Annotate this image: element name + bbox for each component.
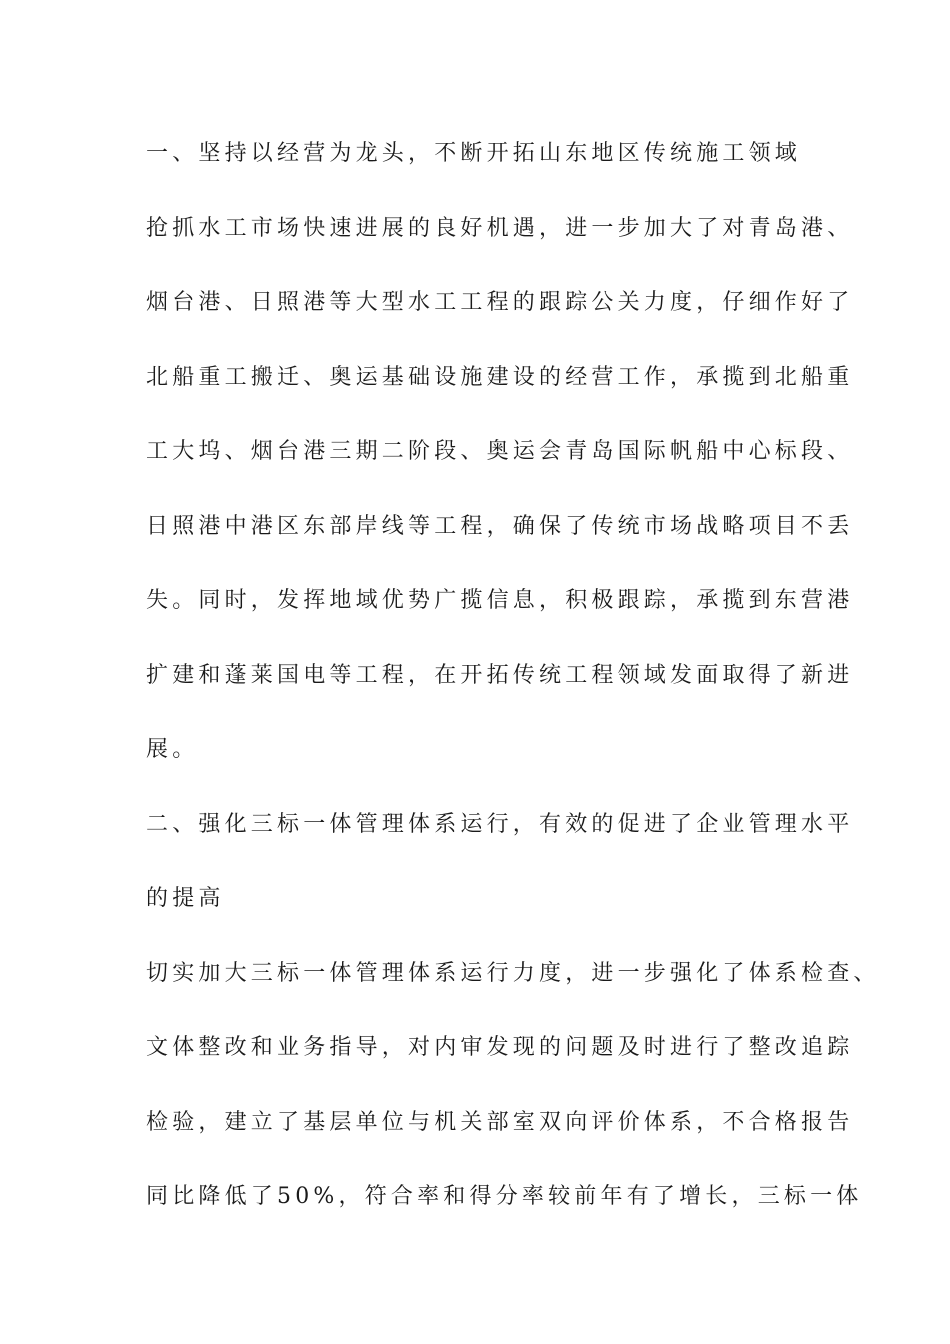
paragraph-line: 北船重工搬迁、奥运基础设施建设的经营工作，承揽到北船重 [146,364,854,390]
heading-section-2: 二、强化三标一体管理体系运行，有效的促进了企业管理水平 [146,811,854,837]
paragraph-line: 展。 [146,737,199,762]
paragraph-line: 检验，建立了基层单位与机关部室双向评价体系，不合格报告 [146,1109,854,1135]
heading-section-1: 一、坚持以经营为龙头，不断开拓山东地区传统施工领域 [146,141,802,166]
paragraph-line: 工大坞、烟台港三期二阶段、奥运会青岛国际帆船中心标段、 [146,439,854,464]
paragraph-line: 日照港中港区东部岸线等工程，确保了传统市场战略项目不丢 [146,513,854,539]
paragraph-line: 抢抓水工市场快速进展的良好机遇，进一步加大了对青岛港、 [146,215,854,241]
paragraph-line: 切实加大三标一体管理体系运行力度，进一步强化了体系检查、 [146,960,880,986]
document-body [146,134,880,1252]
paragraph-line: 烟台港、日照港等大型水工工程的跟踪公关力度，仔细作好了 [146,290,854,315]
paragraph-line: 扩建和蓬莱国电等工程，在开拓传统工程领域发面取得了新进 [146,662,854,688]
heading-section-2-continued: 的提高 [146,886,225,911]
paragraph-line: 文体整改和业务指导，对内审发现的问题及时进行了整改追踪 [146,1035,854,1060]
paragraph-line: 同比降低了50%，符合率和得分率较前年有了增长，三标一体 [146,1184,863,1209]
paragraph-line: 失。同时，发挥地域优势广揽信息，积极跟踪，承揽到东营港 [146,588,854,613]
